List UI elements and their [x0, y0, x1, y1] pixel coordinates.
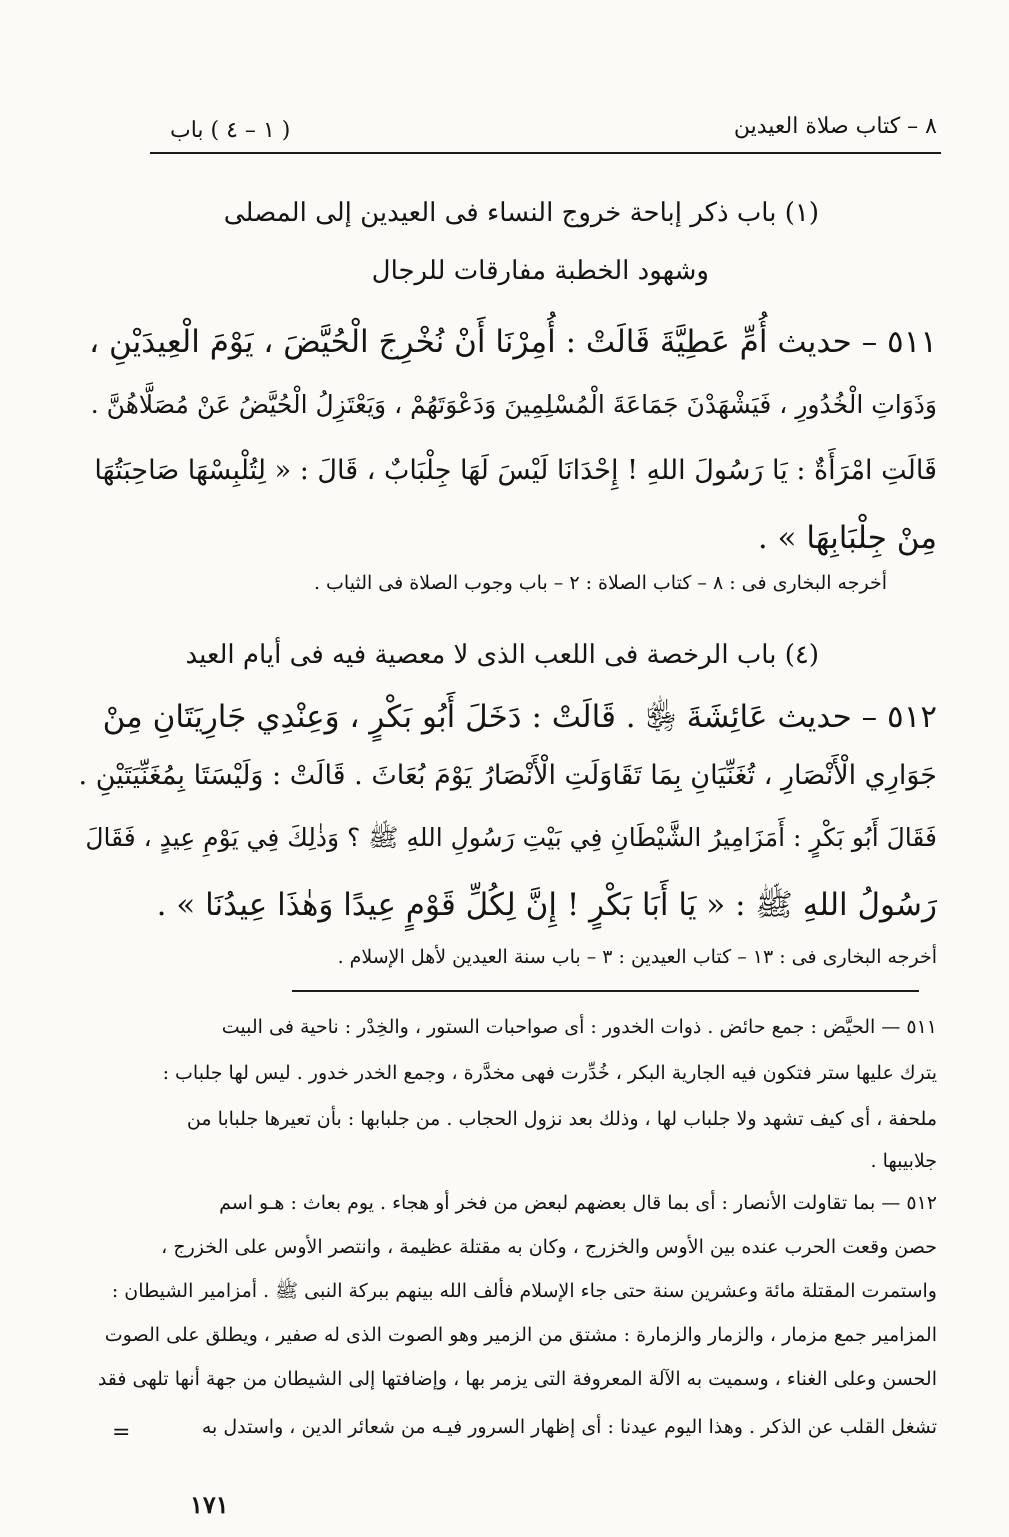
section-title: (١) باب ذكر إباحة خروج النساء فى العيدين إلى المصلى	[223, 198, 819, 228]
hadith-line: رَسُولُ اللهِ ﷺ : « يَا أَبَا بَكْرٍ ! إِنَّ لِكُلِّ قَوْمٍ عِيدًا وَهٰذَا عِيدُنَا » .	[156, 887, 937, 923]
hadith-line: مِنْ جِلْبَابِهَا » .	[757, 520, 937, 556]
note-line: يترك عليها ستر فتكون فيه الجارية البكر ، خُدِّرت فهى مخدَّرة ، وجمع الخدر خدور . ليس لها جلباب :	[162, 1062, 937, 1084]
source-citation: أخرجه البخارى فى : ٨ – كتاب الصلاة : ٢ – باب وجوب الصلاة فى الثياب .	[313, 572, 887, 594]
hadith-line: وَذَوَاتِ الْخُدُورِ ، فَيَشْهَدْنَ جَمَاعَةَ الْمُسْلِمِينَ وَدَعْوَتَهُمْ ، وَيَعْتَزِلُ الْحُيَّضُ عَنْ مُصَلَّاهُنَّ .	[90, 390, 937, 419]
hadith-line: فَقَالَ أَبُو بَكْرٍ : أَمَزَامِيرُ الشَّيْطَانِ فِي بَيْتِ رَسُولِ اللهِ ﷺ ؟ وَذٰلِكَ فِي يَوْمِ عِيدٍ ، فَقَالَ	[85, 823, 937, 852]
hadith-line: جَوَارِي الْأَنْصَارِ ، تُغَنِّيَانِ بِمَا تَقَاوَلَتِ الْأَنْصَارُ يَوْمَ بُعَاثَ . قَالَتْ : وَلَيْسَتَا بِمُغَنِّيَتَيْنِ .	[78, 760, 937, 791]
note-line: جلابيبها .	[870, 1150, 937, 1172]
note-line: ٥١١ — الحيَّض : جمع حائض . ذوات الخدور : أى صواحبات الستور ، والخِدْر : ناحية فى البيت	[221, 1016, 937, 1038]
running-header-chapter: ٨ – كتاب صلاة العيدين	[733, 114, 937, 139]
note-line: ٥١٢ — بما تقاولت الأنصار : أى بما قال بعضهم لبعض من فخر أو هجاء . يوم بعاث : هـو اسم	[219, 1192, 937, 1214]
section-title: (٤) باب الرخصة فى اللعب الذى لا معصية فيه فى أيام العيد	[185, 640, 819, 670]
note-line: المزامير جمع مزمار ، والزمار والزمارة : مشتق من الزمير وهو الصوت الذى له صفير ، ويطلق على الصوت	[104, 1324, 937, 1346]
continuation-mark: =	[112, 1420, 131, 1445]
hadith-line: ٥١٢ – حديث عَائِشَةَ ﵂ . قَالَتْ : دَخَلَ أَبُو بَكْرٍ ، وَعِنْدِي جَارِيَتَانِ مِنْ	[102, 699, 937, 735]
note-line: تشغل القلب عن الذكر . وهذا اليوم عيدنا : أى إظهار السرور فيـه من شعائر الدين ، واستدل به	[201, 1416, 937, 1438]
note-line: الحسن وعلى الغناء ، وسميت به الآلة المعروفة التى يزمر بها ، وإضافتها إلى الشيطان من جهة أنها تلهى فقد	[97, 1368, 937, 1390]
notes-rule	[292, 990, 919, 992]
hadith-line: ٥١١ – حديث أُمِّ عَطِيَّةَ قَالَتْ : أُمِرْنَا أَنْ نُخْرِجَ الْحُيَّضَ ، يَوْمَ الْعِيدَيْنِ ،	[89, 324, 937, 360]
note-line: ملحفة ، أى كيف تشهد ولا جلباب لها ، وذلك بعد نزول الحجاب . من جلبابها : بأن تعيرها جلبابا من	[186, 1108, 937, 1130]
section-title: وشهود الخطبة مفارقات للرجال	[371, 256, 709, 286]
note-line: واستمرت المقتلة مائة وعشرين سنة حتى جاء الإسلام فألف الله بينهم ببركة النبى ﷺ . أمزامير الشيطان :	[111, 1280, 937, 1302]
running-header-range: ( ١ – ٤ ) باب	[170, 118, 291, 143]
note-line: حصن وقعت الحرب عنده بين الأوس والخزرج ، وكان به مقتلة عظيمة ، وانتصر الأوس على الخزرج ،	[161, 1236, 937, 1258]
page-number: ١٧١	[190, 1490, 229, 1519]
hadith-line: قَالَتِ امْرَأَةٌ : يَا رَسُولَ اللهِ ! إِحْدَانَا لَيْسَ لَهَا جِلْبَابٌ ، قَالَ : « لِتُلْبِسْهَا صَاحِبَتُهَا	[94, 455, 937, 486]
source-citation: أخرجه البخارى فى : ١٣ – كتاب العيدين : ٣ – باب سنة العيدين لأهل الإسلام .	[337, 946, 937, 968]
header-rule	[150, 152, 941, 154]
